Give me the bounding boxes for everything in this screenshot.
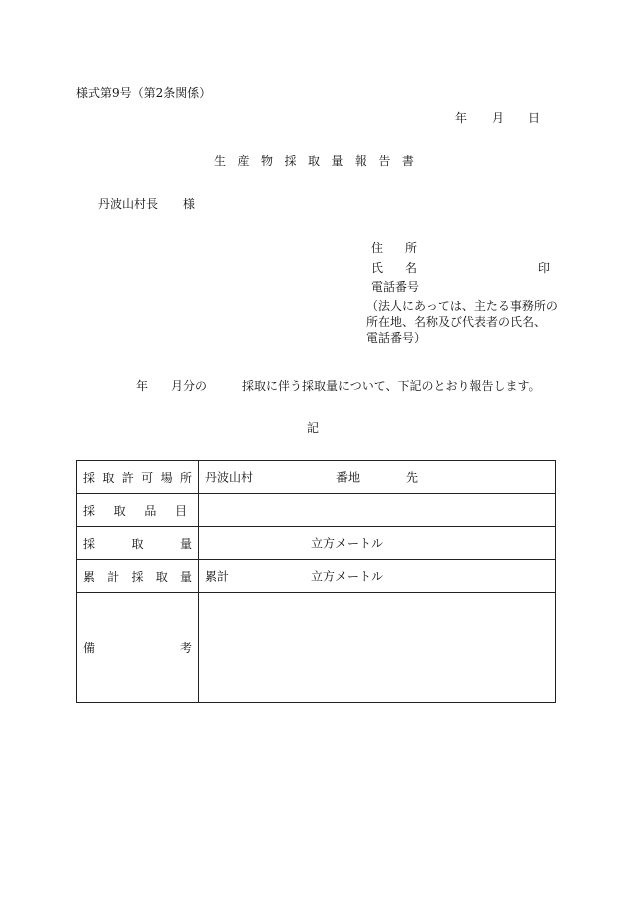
value-cell-item[interactable] (199, 494, 556, 527)
value-cell-cumulative[interactable] (199, 560, 556, 593)
ki-heading: 記 (307, 421, 320, 435)
title-char: 採 (284, 154, 297, 168)
date-year-label: 年 (455, 111, 468, 125)
corporate-note-line: 所在地、名称及び代表者の氏名、 (366, 315, 547, 329)
addressee-honorific: 様 (183, 197, 196, 211)
report-table (76, 460, 556, 703)
value-cell-remarks[interactable] (199, 593, 556, 703)
form-number: 様式第9号（第2条関係） (76, 86, 212, 100)
phone-label: 電話番号 (371, 280, 420, 294)
body-month-part: 月分の (171, 379, 208, 393)
banchi-label: 番地 (336, 470, 361, 485)
label-cell-remarks: 備 考 (77, 593, 199, 703)
saki-label: 先 (406, 470, 419, 485)
unit-label: 立方メートル (311, 569, 384, 584)
date-month-label: 月 (492, 111, 505, 125)
table-row (77, 527, 556, 560)
body-sentence (136, 377, 541, 394)
name-label: 氏 名 (371, 261, 417, 275)
date-day-label: 日 (528, 111, 541, 125)
value-cell-permit-location[interactable] (199, 461, 556, 494)
village-name: 丹波山村 (205, 470, 254, 485)
label-cell-permit-location: 採 取 許 可 場 所 (77, 461, 199, 494)
label-cell-cumulative: 累 計 採 取 量 (77, 560, 199, 593)
title-char: 生 (214, 154, 227, 168)
label-cell-item: 採 取 品 目 (77, 494, 199, 527)
table-row (77, 494, 556, 527)
date-line (455, 109, 541, 126)
title-char: 告 (378, 154, 391, 168)
corporate-note-line: 電話番号） (366, 331, 427, 345)
seal-mark: 印 (538, 261, 551, 275)
title-char: 取 (307, 154, 320, 168)
body-year: 年 (136, 379, 149, 393)
cumulative-prefix: 累計 (205, 569, 230, 584)
addressee-name: 丹波山村長 (98, 197, 159, 211)
document-title (214, 152, 414, 169)
title-char: 書 (401, 154, 414, 168)
corporate-note (366, 298, 558, 346)
table-row (77, 461, 556, 494)
value-cell-amount[interactable] (199, 527, 556, 560)
table-row (77, 560, 556, 593)
title-char: 物 (260, 154, 273, 168)
label-cell-amount: 採 取 量 (77, 527, 199, 560)
unit-label: 立方メートル (311, 536, 384, 551)
corporate-note-line: （法人にあっては、主たる事務所の (366, 299, 558, 313)
title-char: 量 (331, 154, 344, 168)
addressee (98, 195, 196, 212)
title-char: 報 (354, 154, 367, 168)
body-text: 採取に伴う採取量について、下記のとおり報告します。 (242, 379, 541, 393)
title-char: 産 (237, 154, 250, 168)
address-label: 住 所 (371, 241, 417, 255)
table-row (77, 593, 556, 703)
